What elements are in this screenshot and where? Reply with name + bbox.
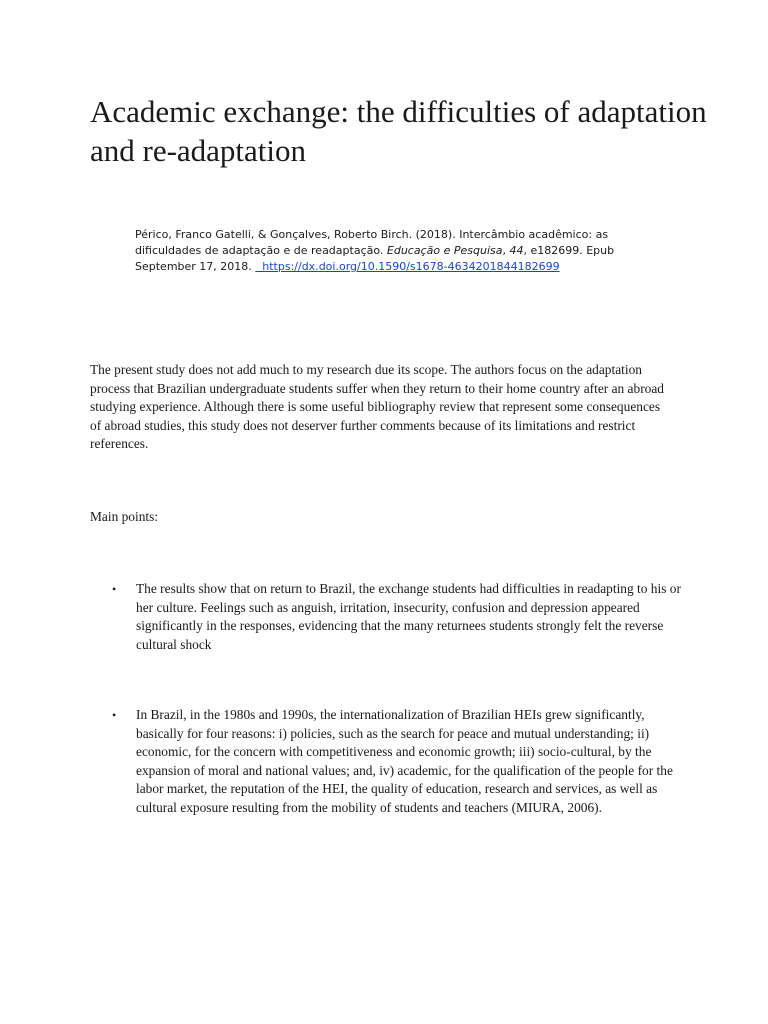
main-points-heading: Main points: xyxy=(90,509,159,524)
bullet-marker: • xyxy=(112,582,117,596)
doi-link[interactable]: https://dx.doi.org/10.1590/s1678-4634201844182699 xyxy=(255,260,560,273)
bullet-text: The results show that on return to Brazil, the exchange students had difficulties in readapting to his or her culture. Feelings such as anguish, irritation, insecurity, confusion and depression appeared significantly in the responses, evidencing that the many returnees students strongly felt the reverse cultural shock xyxy=(136,581,681,652)
citation-separator: , xyxy=(502,244,510,257)
document-title: Academic exchange: the difficulties of adaptation and re-adaptation xyxy=(90,94,707,168)
citation xyxy=(135,227,635,275)
bullet-text: In Brazil, in the 1980s and 1990s, the internationalization of Brazilian HEIs grew significantly, basically for four reasons: i) policies, such as the search for peace and mutual understanding; ii) economic, for the concern with competitiveness and economic growth; iii) socio-cultural, by the expansion of moral and national values; and, iv) academic, for the qualification of the people for the labor market, the reputation of the HEI, the quality of education, research and services, as well as cultural exposure resulting from the mobility of students and teachers (MIURA, 2006). xyxy=(136,707,673,815)
citation-rest: , e182699. Epub September 17, 2018. xyxy=(135,244,615,273)
citation-journal: Educação e Pesquisa xyxy=(386,244,503,257)
bullet-marker: • xyxy=(112,708,117,722)
citation-volume: 44 xyxy=(509,244,524,257)
summary-paragraph: The present study does not add much to my research due its scope. The authors focus on the adaptation process that Brazilian undergraduate students suffer when they return to their home country after an abroad studying experience. Although there is some useful bibliography review that represent some consequences of abroad studies, this study does not deserver further comments because of its limitations and restrict references. xyxy=(90,362,664,452)
citation-authors: Périco, Franco Gatelli, & Gonçalves, Roberto Birch. (2018). Intercâmbio acadêmico: as dificuldades de adaptação e de readaptação. xyxy=(135,228,609,257)
